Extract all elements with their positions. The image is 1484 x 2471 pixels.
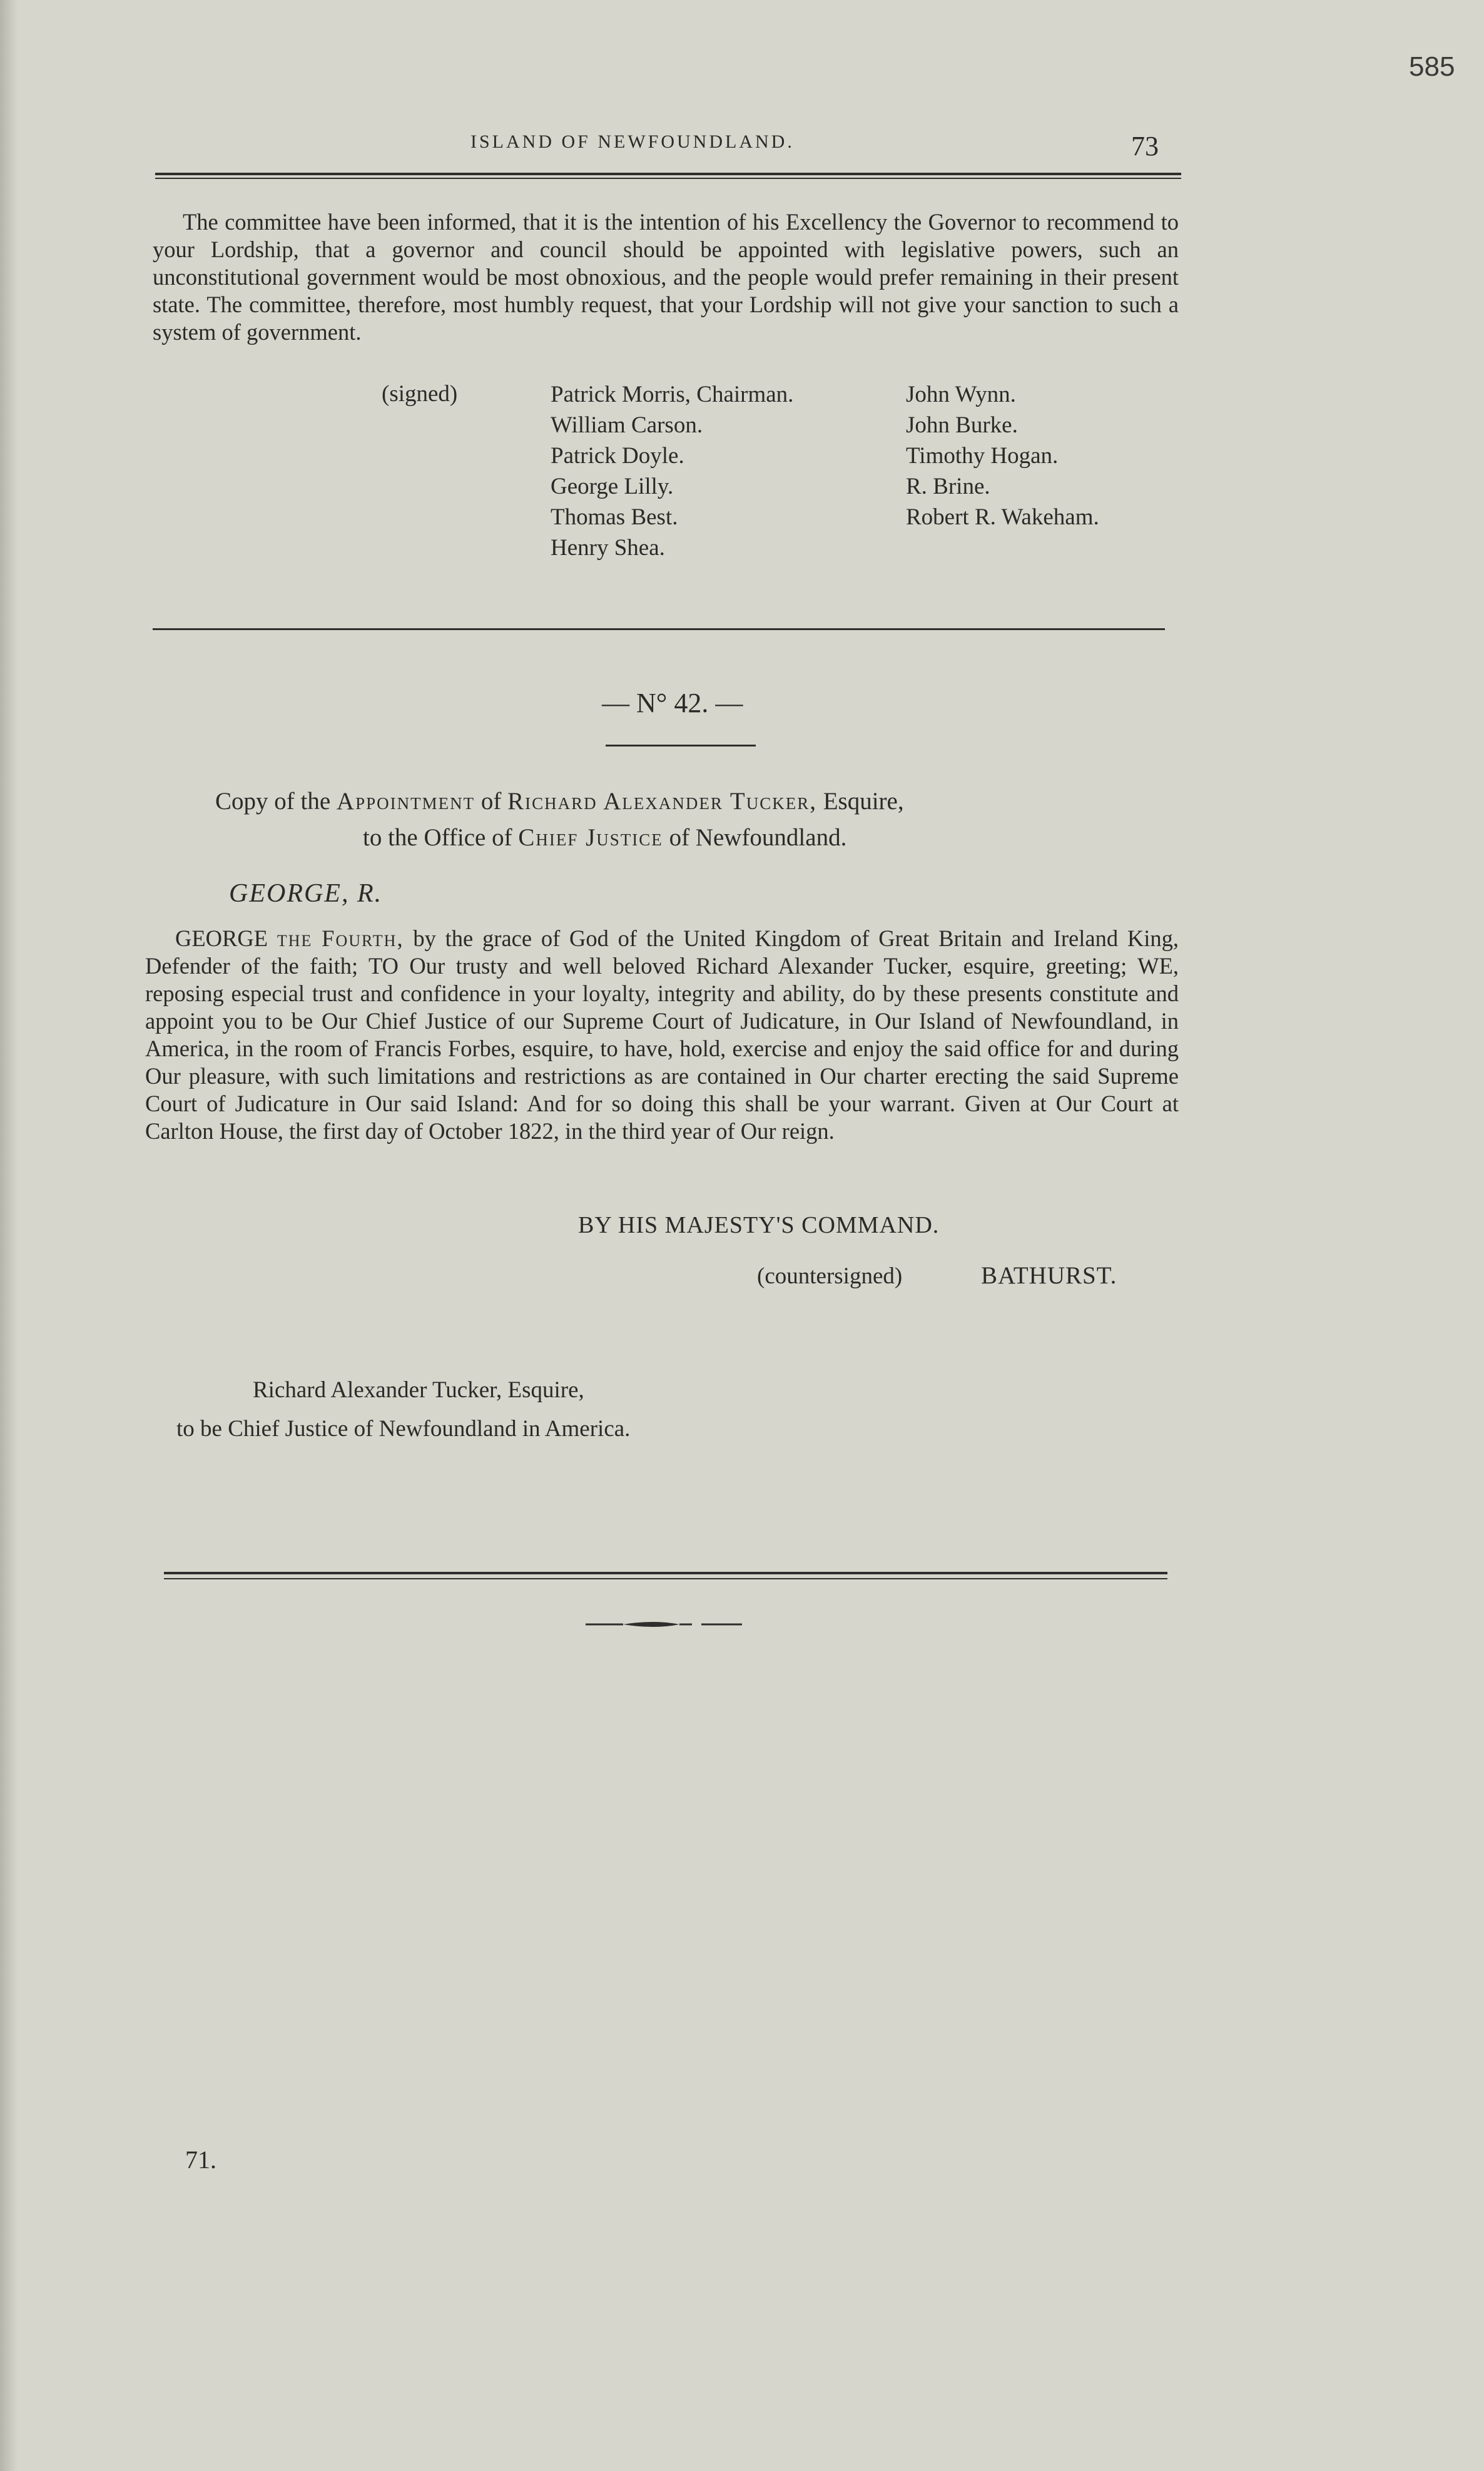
- signatory: John Wynn.: [906, 382, 1016, 407]
- endorsement-line1: Richard Alexander Tucker, Esquire,: [253, 1377, 584, 1403]
- folio-number-top: 585: [1409, 51, 1455, 82]
- header-rule-thin: [155, 178, 1181, 179]
- signatory: R. Brine.: [906, 474, 990, 499]
- signatory: John Burke.: [906, 412, 1018, 438]
- page-number: 73: [1131, 131, 1159, 161]
- document-number-underline: [606, 745, 756, 746]
- header-rule-thick: [155, 173, 1181, 175]
- signatories-right-column: [906, 379, 1099, 532]
- document-number: — N° 42. —: [602, 688, 743, 718]
- page-edge-shadow: [0, 0, 18, 2471]
- signatory: Henry Shea.: [551, 535, 665, 561]
- tailpiece-ornament: [586, 1618, 742, 1631]
- appointment-text: GEORGE the Fourth, by the grace of God of the United Kingdom of Great Britain and Ireland King, Defender of the faith; TO Our trusty and well beloved Richard Alexander Tucker, esquire, greeting; WE, reposing especial trust and confidence in your loyalty, integrity and ability, do by these presents constitute and appoint you to be Our Chief Justice of our Supreme Court of Judicature, in Our Island of Newfoundland, in America, in the room of Francis Forbes, esquire, to have, hold, exercise and enjoy the said office for and during Our pleasure, with such limitations and restrictions as are contained in Our charter erecting the said Supreme Court of Judicature in Our said Island: And for so doing this shall be your warrant. Given at Our Court at Carlton House, the first day of October 1822, in the third year of Our reign.: [145, 925, 1179, 1144]
- signatory: George Lilly.: [551, 474, 674, 499]
- endorsement-line2: to be Chief Justice of Newfoundland in America.: [176, 1416, 631, 1442]
- committee-paragraph: The committee have been informed, that it is the intention of his Excellency the Governor to recommend to your Lordship, that a governor and council should be appointed with legislative powers, such an unconstitutional government would be most obnoxious, and the people would prefer remaining in their present state. The committee, therefore, most humbly request, that your Lordship will not give your sanction to such a system of government.: [153, 209, 1179, 345]
- appointment-heading-line1: Copy of the Appointment of Richard Alexander Tucker, Esquire,: [215, 788, 904, 815]
- signatory: Timothy Hogan.: [906, 443, 1059, 469]
- signatory: Thomas Best.: [551, 504, 678, 530]
- appointment-heading-line2: to the Office of Chief Justice of Newfoundland.: [363, 824, 847, 851]
- signatory: William Carson.: [551, 412, 703, 438]
- running-head: ISLAND OF NEWFOUNDLAND.: [470, 131, 795, 152]
- footer-rule-thick: [164, 1572, 1167, 1574]
- countersigned-label: (countersigned): [757, 1263, 903, 1289]
- signed-label: (signed): [382, 381, 458, 407]
- royal-command: BY HIS MAJESTY'S COMMAND.: [578, 1212, 940, 1238]
- folio-number-bottom: 71.: [185, 2146, 216, 2174]
- signatories-left-column: [551, 379, 793, 563]
- signatory: Robert R. Wakeham.: [906, 504, 1099, 530]
- signatory: Patrick Doyle.: [551, 443, 684, 469]
- royal-sign-manual: GEORGE, R.: [229, 879, 383, 908]
- countersigner-name: BATHURST.: [981, 1262, 1117, 1289]
- signatory: Patrick Morris, Chairman.: [551, 382, 794, 407]
- footer-rule-thin: [164, 1578, 1167, 1579]
- section-divider-rule: [153, 628, 1165, 630]
